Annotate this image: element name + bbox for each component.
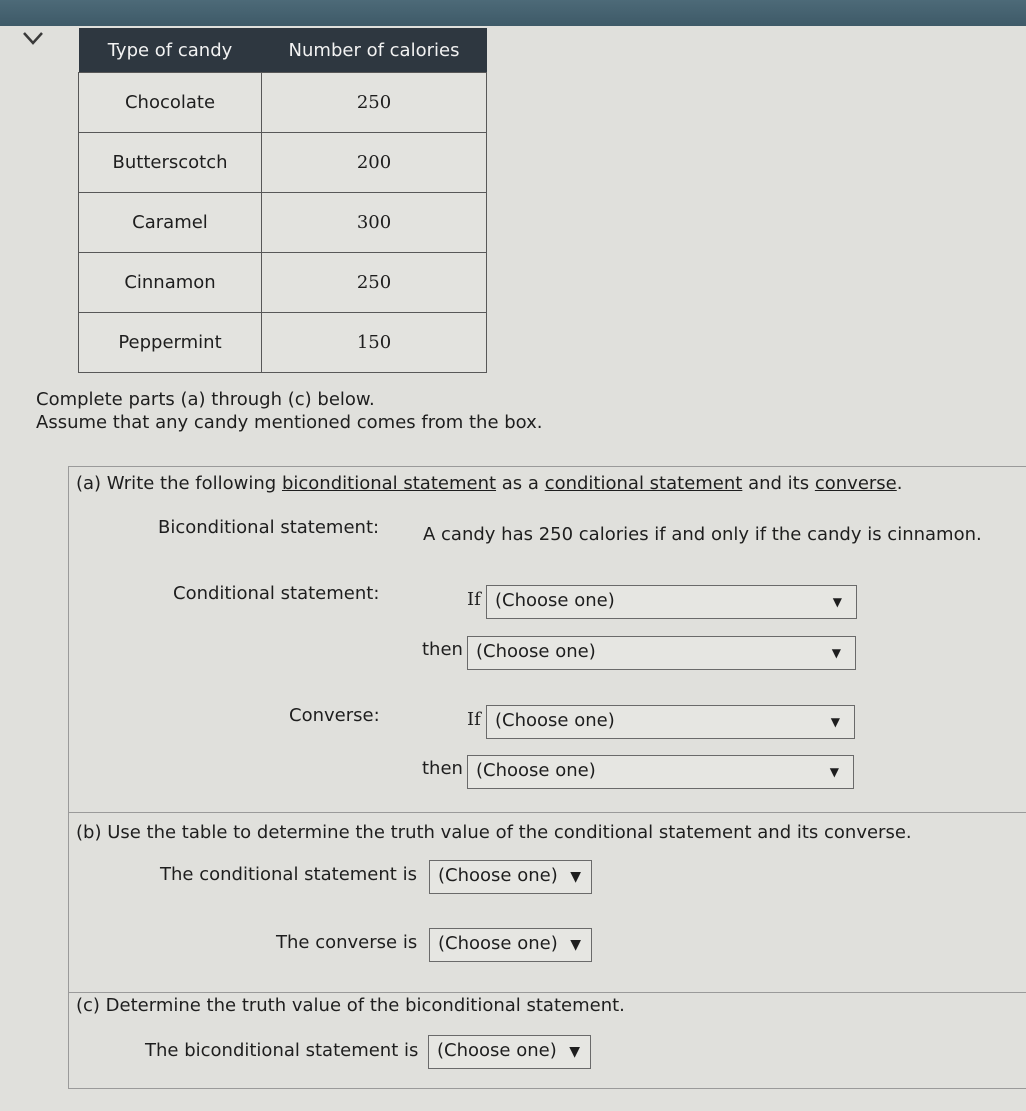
select-value: (Choose one) (476, 760, 596, 781)
table-row (79, 253, 487, 313)
candy-name: Cinnamon (79, 253, 262, 313)
calorie-value: 250 (262, 73, 487, 133)
biconditional-truth-select[interactable] (428, 1035, 591, 1069)
conditional-then-select[interactable] (467, 636, 856, 670)
converse-label: Converse: (289, 705, 380, 726)
table-row (79, 133, 487, 193)
dropdown-arrow-icon: ▼ (570, 937, 581, 953)
dropdown-arrow-icon: ▼ (570, 869, 581, 885)
table-header-row (79, 28, 487, 73)
part-c-heading: (c) Determine the truth value of the biconditional statement. (76, 995, 625, 1016)
part-a-label: (a) Write the following (76, 473, 277, 494)
converse-truth-label: The converse is (276, 932, 418, 953)
candy-name: Peppermint (79, 313, 262, 373)
chevron-down-icon[interactable] (22, 30, 44, 46)
converse-if-word: If (467, 709, 481, 730)
part-a-text-and-its: and its (748, 473, 810, 494)
conditional-if-select[interactable] (486, 585, 857, 619)
converse-then-word: then (422, 758, 463, 779)
table-row (79, 73, 487, 133)
candy-name: Chocolate (79, 73, 262, 133)
table-row (79, 313, 487, 373)
dropdown-arrow-icon: ▼ (569, 1044, 580, 1060)
converse-term-link[interactable]: converse (814, 473, 897, 494)
part-a-heading (76, 473, 902, 494)
dropdown-arrow-icon: ▼ (829, 765, 839, 779)
calorie-value: 150 (262, 313, 487, 373)
conditional-term-link[interactable]: conditional statement (544, 473, 743, 494)
select-value: (Choose one) (495, 590, 615, 611)
select-value: (Choose one) (437, 1040, 557, 1061)
select-value: (Choose one) (438, 865, 558, 886)
converse-then-select[interactable] (467, 755, 854, 789)
dropdown-arrow-icon: ▼ (831, 646, 841, 660)
select-value: (Choose one) (476, 641, 596, 662)
column-header-type: Type of candy (79, 28, 262, 73)
part-a-period: . (896, 473, 903, 494)
dropdown-arrow-icon: ▼ (832, 595, 842, 609)
top-header-bar (0, 0, 1026, 26)
conditional-then-word: then (422, 639, 463, 660)
candy-name: Caramel (79, 193, 262, 253)
part-b-heading: (b) Use the table to determine the truth value of the conditional statement and its converse. (76, 822, 912, 843)
biconditional-truth-label: The biconditional statement is (145, 1040, 419, 1061)
instruction-line-1: Complete parts (a) through (c) below. (36, 389, 375, 410)
calorie-value: 200 (262, 133, 487, 193)
conditional-truth-label: The conditional statement is (160, 864, 417, 885)
candy-name: Butterscotch (79, 133, 262, 193)
converse-truth-select[interactable] (429, 928, 592, 962)
converse-if-select[interactable] (486, 705, 855, 739)
biconditional-statement-text: A candy has 250 calories if and only if the candy is cinnamon. (423, 524, 982, 545)
conditional-label: Conditional statement: (173, 583, 380, 604)
dropdown-arrow-icon: ▼ (830, 715, 840, 729)
instruction-line-2: Assume that any candy mentioned comes from the box. (36, 412, 543, 433)
table-row (79, 193, 487, 253)
candy-calories-table (78, 28, 487, 373)
calorie-value: 250 (262, 253, 487, 313)
calorie-value: 300 (262, 193, 487, 253)
biconditional-label: Biconditional statement: (158, 517, 380, 538)
conditional-truth-select[interactable] (429, 860, 592, 894)
part-a-text-as-a: as a (501, 473, 539, 494)
select-value: (Choose one) (438, 933, 558, 954)
select-value: (Choose one) (495, 710, 615, 731)
biconditional-term-link[interactable]: biconditional statement (281, 473, 497, 494)
column-header-calories: Number of calories (262, 28, 487, 73)
conditional-if-word: If (467, 589, 481, 610)
